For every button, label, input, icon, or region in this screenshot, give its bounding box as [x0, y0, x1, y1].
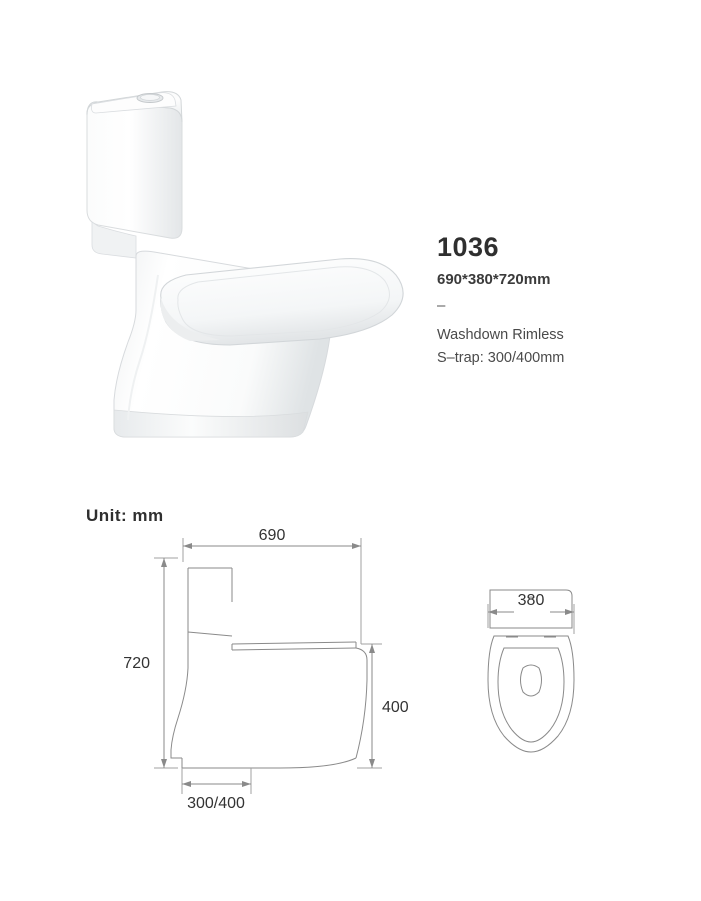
dim-text-690: 690	[258, 527, 286, 544]
spec-separator: –	[437, 297, 446, 315]
front-bowl-outline	[488, 636, 574, 752]
arrow-690-right	[352, 543, 361, 549]
arrow-380-right	[565, 609, 574, 615]
overall-dimensions: 690*380*720mm	[437, 271, 551, 289]
unit-label: Unit: mm	[86, 506, 164, 525]
arrow-400-bottom	[369, 759, 375, 768]
front-bowl-inner	[498, 648, 564, 742]
arrow-720-bottom	[161, 759, 167, 768]
dim-text-380: 380	[517, 592, 545, 609]
arrow-720-top	[161, 558, 167, 567]
front-view-drawing	[470, 540, 650, 770]
side-bottom-profile	[182, 758, 356, 768]
tank-body	[87, 102, 182, 238]
dim-text-400: 400	[382, 699, 409, 716]
arrow-trap-left	[182, 781, 191, 787]
flush-button-inner	[141, 94, 160, 100]
side-view-drawing	[120, 527, 410, 812]
side-back-profile	[171, 600, 188, 758]
model-number: 1036	[437, 232, 500, 262]
front-waterspot	[521, 665, 542, 696]
feature-flush-type: Washdown Rimless	[437, 327, 564, 344]
toilet-photo	[40, 60, 420, 460]
arrow-380-left	[488, 609, 497, 615]
side-seat-top	[232, 648, 356, 650]
side-seat-line	[232, 642, 356, 644]
side-front-profile	[356, 648, 367, 758]
side-tank-bowl-junction	[188, 632, 232, 636]
arrow-690-left	[183, 543, 192, 549]
dim-text-720: 720	[123, 655, 150, 672]
feature-trap: S–trap: 300/400mm	[437, 350, 565, 367]
arrow-trap-right	[242, 781, 251, 787]
arrow-400-top	[369, 644, 375, 653]
dim-text-trap: 300/400	[187, 795, 245, 812]
product-spec-text	[437, 232, 687, 369]
